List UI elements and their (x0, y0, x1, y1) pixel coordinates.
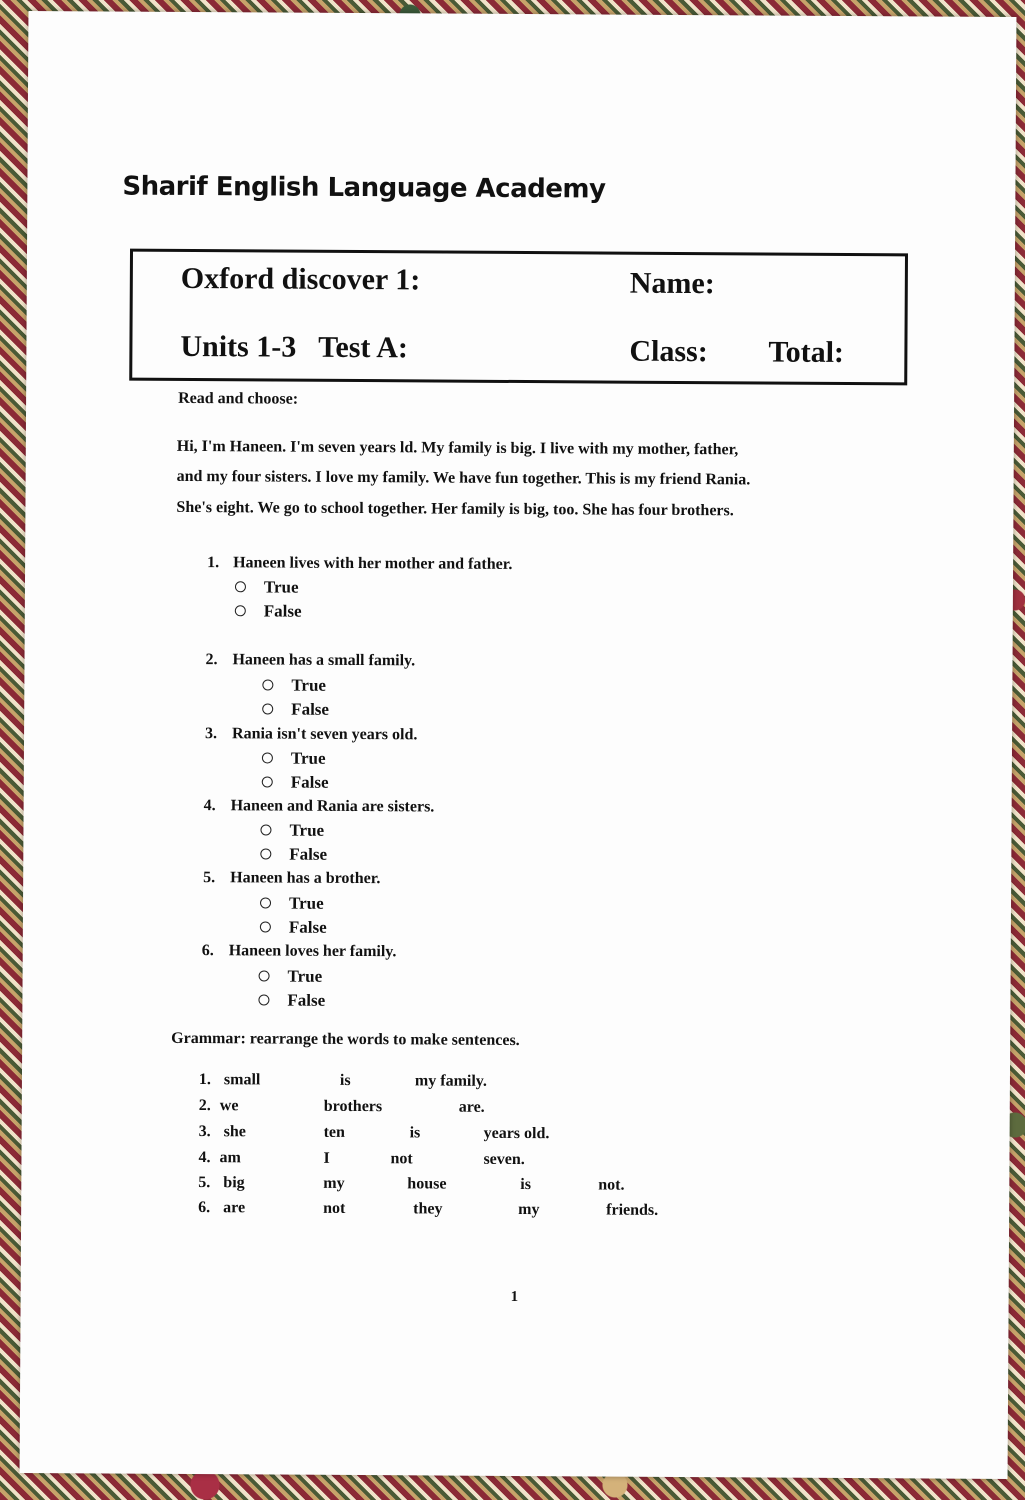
question-3-number: 3. (205, 725, 218, 743)
test-header-box (129, 249, 908, 386)
question-5-number: 5. (203, 869, 216, 887)
units-test-label: Units 1-3 Test A: (180, 329, 409, 365)
grammar-row-2-word-3: are. (458, 1098, 485, 1116)
radio-circle-icon (260, 897, 271, 908)
question-4-option-false[interactable]: False (260, 844, 327, 864)
grammar-row-4-word-1: am (219, 1149, 241, 1167)
grammar-row-4-word-2: I (323, 1149, 330, 1167)
course-title: Oxford discover 1: (180, 261, 421, 297)
radio-circle-icon (260, 848, 271, 859)
question-2-text: Haneen has a small family. (232, 651, 416, 670)
grammar-row-3-number: 3. (198, 1123, 211, 1141)
question-1-text: Haneen lives with her mother and father. (233, 554, 513, 573)
grammar-row-6-word-1: are (223, 1199, 246, 1217)
passage-line-1: Hi, I'm Haneen. I'm seven years ld. My family is big. I live with my mother, father, (176, 437, 739, 459)
academy-title: Sharif English Language Academy (122, 171, 606, 205)
grammar-row-3-word-3: is (409, 1124, 421, 1142)
grammar-instruction: Grammar: rearrange the words to make sentences. (171, 1029, 520, 1050)
question-6-text: Haneen loves her family. (228, 942, 397, 961)
radio-circle-icon (262, 776, 273, 787)
question-3-text: Rania isn't seven years old. (232, 725, 418, 744)
question-5-option-false[interactable]: False (260, 917, 327, 937)
grammar-row-1-word-3: my family. (414, 1072, 487, 1090)
grammar-row-2-word-1: we (219, 1097, 239, 1115)
reading-instruction: Read and choose: (178, 389, 299, 408)
question-5-text: Haneen has a brother. (230, 869, 381, 888)
grammar-row-5-word-5: not. (598, 1176, 625, 1194)
question-2-option-false[interactable]: False (262, 699, 329, 719)
grammar-row-6-word-5: friends. (606, 1201, 659, 1219)
question-6-option-true[interactable]: True (259, 966, 323, 986)
question-4-option-true[interactable]: True (260, 820, 324, 840)
class-label: Class: (629, 334, 708, 369)
question-3-option-false[interactable]: False (262, 772, 329, 792)
passage-line-3: She's eight. We go to school together. Her family is big, too. She has four brothers. (176, 498, 734, 520)
grammar-row-3-word-2: ten (323, 1123, 346, 1141)
radio-circle-icon (260, 824, 271, 835)
worksheet-page (20, 11, 1017, 1479)
question-2-number: 2. (205, 651, 218, 669)
grammar-row-6-word-2: not (323, 1199, 346, 1217)
grammar-row-2-number: 2. (198, 1097, 211, 1115)
radio-circle-icon (259, 970, 270, 981)
grammar-row-2-word-2: brothers (323, 1097, 383, 1116)
total-label: Total: (768, 335, 845, 369)
grammar-row-6-word-4: my (518, 1201, 540, 1219)
radio-circle-icon (260, 921, 271, 932)
grammar-row-1-word-1: small (223, 1071, 261, 1089)
page-number: 1 (510, 1288, 519, 1306)
question-1-option-true[interactable]: True (235, 577, 299, 597)
radio-circle-icon (262, 679, 273, 690)
question-3-option-true[interactable]: True (262, 748, 326, 768)
radio-circle-icon (235, 605, 246, 616)
grammar-row-4-number: 4. (198, 1149, 211, 1167)
grammar-row-6-word-3: they (413, 1200, 443, 1218)
question-4-text: Haneen and Rania are sisters. (230, 797, 435, 816)
grammar-row-6-number: 6. (198, 1199, 211, 1217)
name-label: Name: (629, 266, 715, 301)
passage-line-2: and my four sisters. I love my family. We have fun together. This is my friend Rania. (176, 467, 751, 489)
radio-circle-icon (258, 994, 269, 1005)
grammar-row-1-word-2: is (339, 1071, 351, 1089)
grammar-row-5-number: 5. (198, 1174, 211, 1192)
grammar-row-4-word-3: not (390, 1150, 413, 1168)
question-5-option-true[interactable]: True (260, 893, 324, 913)
grammar-row-3-word-4: years old. (483, 1124, 550, 1143)
radio-circle-icon (262, 703, 273, 714)
grammar-row-1-number: 1. (198, 1071, 212, 1089)
grammar-row-5-word-1: big (223, 1174, 245, 1192)
radio-circle-icon (262, 752, 273, 763)
grammar-row-3-word-1: she (223, 1123, 246, 1141)
radio-circle-icon (235, 581, 246, 592)
question-6-option-false[interactable]: False (258, 990, 325, 1010)
grammar-row-5-word-3: house (407, 1175, 447, 1193)
question-6-number: 6. (201, 942, 214, 960)
question-4-number: 4. (203, 797, 216, 815)
grammar-row-5-word-4: is (520, 1176, 532, 1194)
question-1-option-false[interactable]: False (235, 601, 302, 621)
grammar-row-4-word-4: seven. (483, 1150, 525, 1169)
question-1-number: 1. (207, 554, 220, 572)
question-2-option-true[interactable]: True (262, 675, 326, 695)
grammar-row-5-word-2: my (323, 1174, 345, 1192)
